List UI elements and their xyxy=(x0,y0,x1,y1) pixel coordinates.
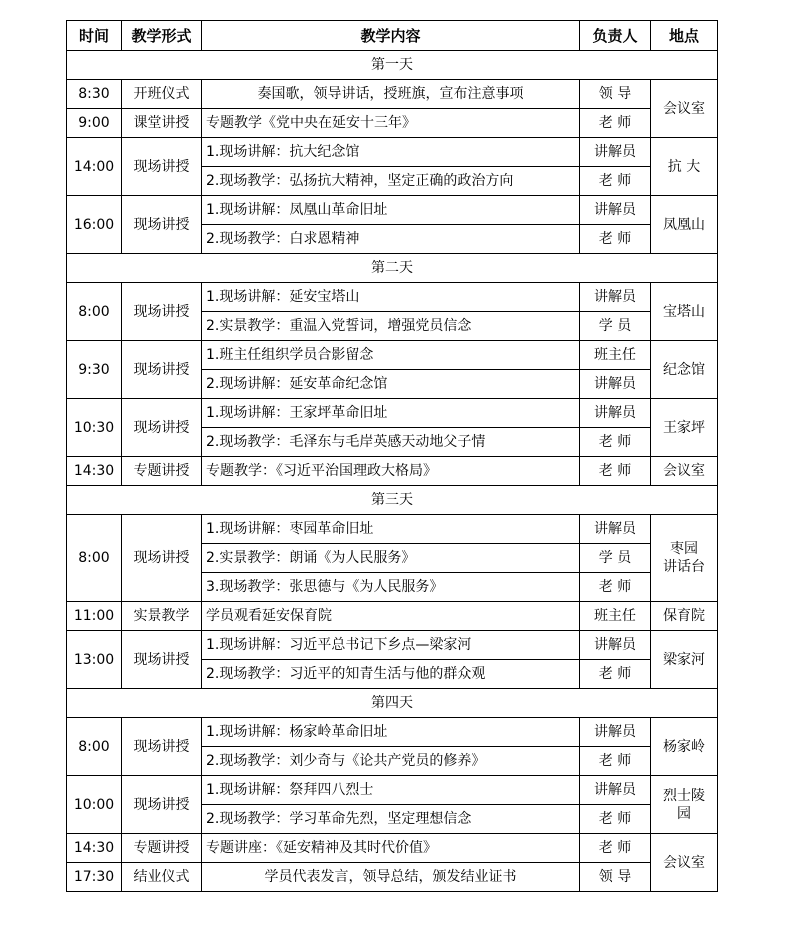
person-cell: 老 师 xyxy=(580,109,651,138)
content-cell: 2.现场讲解：延安革命纪念馆 xyxy=(202,370,580,399)
time-cell: 8:00 xyxy=(67,283,122,341)
person-cell: 老 师 xyxy=(580,457,651,486)
person-cell: 老 师 xyxy=(580,225,651,254)
form-cell: 专题讲授 xyxy=(122,457,202,486)
person-cell: 讲解员 xyxy=(580,283,651,312)
location-cell: 会议室 xyxy=(651,80,718,138)
day-title: 第二天 xyxy=(67,254,718,283)
table-row xyxy=(67,602,718,631)
content-cell: 学员观看延安保育院 xyxy=(202,602,580,631)
table-row xyxy=(67,631,718,660)
person-cell: 老 师 xyxy=(580,573,651,602)
person-cell: 老 师 xyxy=(580,428,651,457)
day-title-row xyxy=(67,51,718,80)
location-cell: 纪念馆 xyxy=(651,341,718,399)
person-cell: 讲解员 xyxy=(580,776,651,805)
header-row xyxy=(67,21,718,51)
time-cell: 16:00 xyxy=(67,196,122,254)
person-cell: 老 师 xyxy=(580,834,651,863)
person-cell: 讲解员 xyxy=(580,515,651,544)
content-cell: 2.现场教学：习近平的知青生活与他的群众观 xyxy=(202,660,580,689)
content-cell: 1.班主任组织学员合影留念 xyxy=(202,341,580,370)
header-content: 教学内容 xyxy=(202,21,580,51)
person-cell: 领 导 xyxy=(580,863,651,892)
table-row xyxy=(67,834,718,863)
location-cell: 枣园 讲话台 xyxy=(651,515,718,602)
time-cell: 8:00 xyxy=(67,515,122,602)
time-cell: 9:00 xyxy=(67,109,122,138)
table-row xyxy=(67,341,718,370)
person-cell: 讲解员 xyxy=(580,370,651,399)
location-cell: 抗 大 xyxy=(651,138,718,196)
content-cell: 1.现场讲解：习近平总书记下乡点—梁家河 xyxy=(202,631,580,660)
person-cell: 领 导 xyxy=(580,80,651,109)
content-cell: 1.现场讲解：王家坪革命旧址 xyxy=(202,399,580,428)
form-cell: 现场讲授 xyxy=(122,631,202,689)
day-title-row xyxy=(67,486,718,515)
form-cell: 现场讲授 xyxy=(122,196,202,254)
content-cell: 2.实景教学：朗诵《为人民服务》 xyxy=(202,544,580,573)
form-cell: 专题讲授 xyxy=(122,834,202,863)
table-row xyxy=(67,457,718,486)
table-row xyxy=(67,109,718,138)
time-cell: 8:00 xyxy=(67,718,122,776)
person-cell: 老 师 xyxy=(580,167,651,196)
time-cell: 8:30 xyxy=(67,80,122,109)
form-cell: 现场讲授 xyxy=(122,283,202,341)
content-cell: 1.现场讲解：祭拜四八烈士 xyxy=(202,776,580,805)
location-cell: 宝塔山 xyxy=(651,283,718,341)
table-row xyxy=(67,80,718,109)
person-cell: 班主任 xyxy=(580,341,651,370)
location-cell: 会议室 xyxy=(651,834,718,892)
time-cell: 14:30 xyxy=(67,834,122,863)
form-cell: 现场讲授 xyxy=(122,776,202,834)
time-cell: 10:30 xyxy=(67,399,122,457)
content-cell: 2.实景教学：重温入党誓词，增强党员信念 xyxy=(202,312,580,341)
location-cell: 凤凰山 xyxy=(651,196,718,254)
header-location: 地点 xyxy=(651,21,718,51)
schedule-table xyxy=(66,20,718,892)
time-cell: 11:00 xyxy=(67,602,122,631)
content-cell: 2.现场教学：刘少奇与《论共产党员的修养》 xyxy=(202,747,580,776)
person-cell: 班主任 xyxy=(580,602,651,631)
day-title-row xyxy=(67,689,718,718)
content-cell: 1.现场讲解：延安宝塔山 xyxy=(202,283,580,312)
table-row xyxy=(67,515,718,544)
form-cell: 现场讲授 xyxy=(122,138,202,196)
table-row xyxy=(67,283,718,312)
header-person: 负责人 xyxy=(580,21,651,51)
location-cell: 王家坪 xyxy=(651,399,718,457)
content-cell: 奏国歌，领导讲话，授班旗，宣布注意事项 xyxy=(202,80,580,109)
form-cell: 课堂讲授 xyxy=(122,109,202,138)
day-title-row xyxy=(67,254,718,283)
schedule-body xyxy=(67,51,718,892)
form-cell: 现场讲授 xyxy=(122,399,202,457)
form-cell: 现场讲授 xyxy=(122,718,202,776)
location-cell: 烈士陵 园 xyxy=(651,776,718,834)
location-cell: 梁家河 xyxy=(651,631,718,689)
time-cell: 9:30 xyxy=(67,341,122,399)
content-cell: 2.现场教学：白求恩精神 xyxy=(202,225,580,254)
form-cell: 现场讲授 xyxy=(122,515,202,602)
table-row xyxy=(67,776,718,805)
day-title: 第四天 xyxy=(67,689,718,718)
person-cell: 讲解员 xyxy=(580,718,651,747)
content-cell: 学员代表发言，领导总结，颁发结业证书 xyxy=(202,863,580,892)
person-cell: 学 员 xyxy=(580,312,651,341)
table-row xyxy=(67,718,718,747)
time-cell: 17:30 xyxy=(67,863,122,892)
time-cell: 13:00 xyxy=(67,631,122,689)
content-cell: 专题教学《党中央在延安十三年》 xyxy=(202,109,580,138)
person-cell: 讲解员 xyxy=(580,138,651,167)
form-cell: 结业仪式 xyxy=(122,863,202,892)
day-title: 第三天 xyxy=(67,486,718,515)
time-cell: 14:30 xyxy=(67,457,122,486)
content-cell: 1.现场讲解：杨家岭革命旧址 xyxy=(202,718,580,747)
header-form: 教学形式 xyxy=(122,21,202,51)
table-row xyxy=(67,196,718,225)
content-cell: 1.现场讲解：抗大纪念馆 xyxy=(202,138,580,167)
content-cell: 3.现场教学：张思德与《为人民服务》 xyxy=(202,573,580,602)
content-cell: 2.现场教学：弘扬抗大精神，坚定正确的政治方向 xyxy=(202,167,580,196)
person-cell: 讲解员 xyxy=(580,399,651,428)
content-cell: 专题教学：《习近平治国理政大格局》 xyxy=(202,457,580,486)
content-cell: 2.现场教学：毛泽东与毛岸英感天动地父子情 xyxy=(202,428,580,457)
day-title: 第一天 xyxy=(67,51,718,80)
table-row xyxy=(67,399,718,428)
person-cell: 讲解员 xyxy=(580,631,651,660)
person-cell: 老 师 xyxy=(580,747,651,776)
form-cell: 实景教学 xyxy=(122,602,202,631)
person-cell: 老 师 xyxy=(580,805,651,834)
form-cell: 现场讲授 xyxy=(122,341,202,399)
content-cell: 1.现场讲解：枣园革命旧址 xyxy=(202,515,580,544)
time-cell: 10:00 xyxy=(67,776,122,834)
header-time: 时间 xyxy=(67,21,122,51)
location-cell: 杨家岭 xyxy=(651,718,718,776)
form-cell: 开班仪式 xyxy=(122,80,202,109)
content-cell: 1.现场讲解：凤凰山革命旧址 xyxy=(202,196,580,225)
table-row xyxy=(67,863,718,892)
location-cell: 会议室 xyxy=(651,457,718,486)
time-cell: 14:00 xyxy=(67,138,122,196)
content-cell: 2.现场教学：学习革命先烈，坚定理想信念 xyxy=(202,805,580,834)
location-cell: 保育院 xyxy=(651,602,718,631)
person-cell: 讲解员 xyxy=(580,196,651,225)
content-cell: 专题讲座：《延安精神及其时代价值》 xyxy=(202,834,580,863)
table-row xyxy=(67,138,718,167)
person-cell: 学 员 xyxy=(580,544,651,573)
person-cell: 老 师 xyxy=(580,660,651,689)
